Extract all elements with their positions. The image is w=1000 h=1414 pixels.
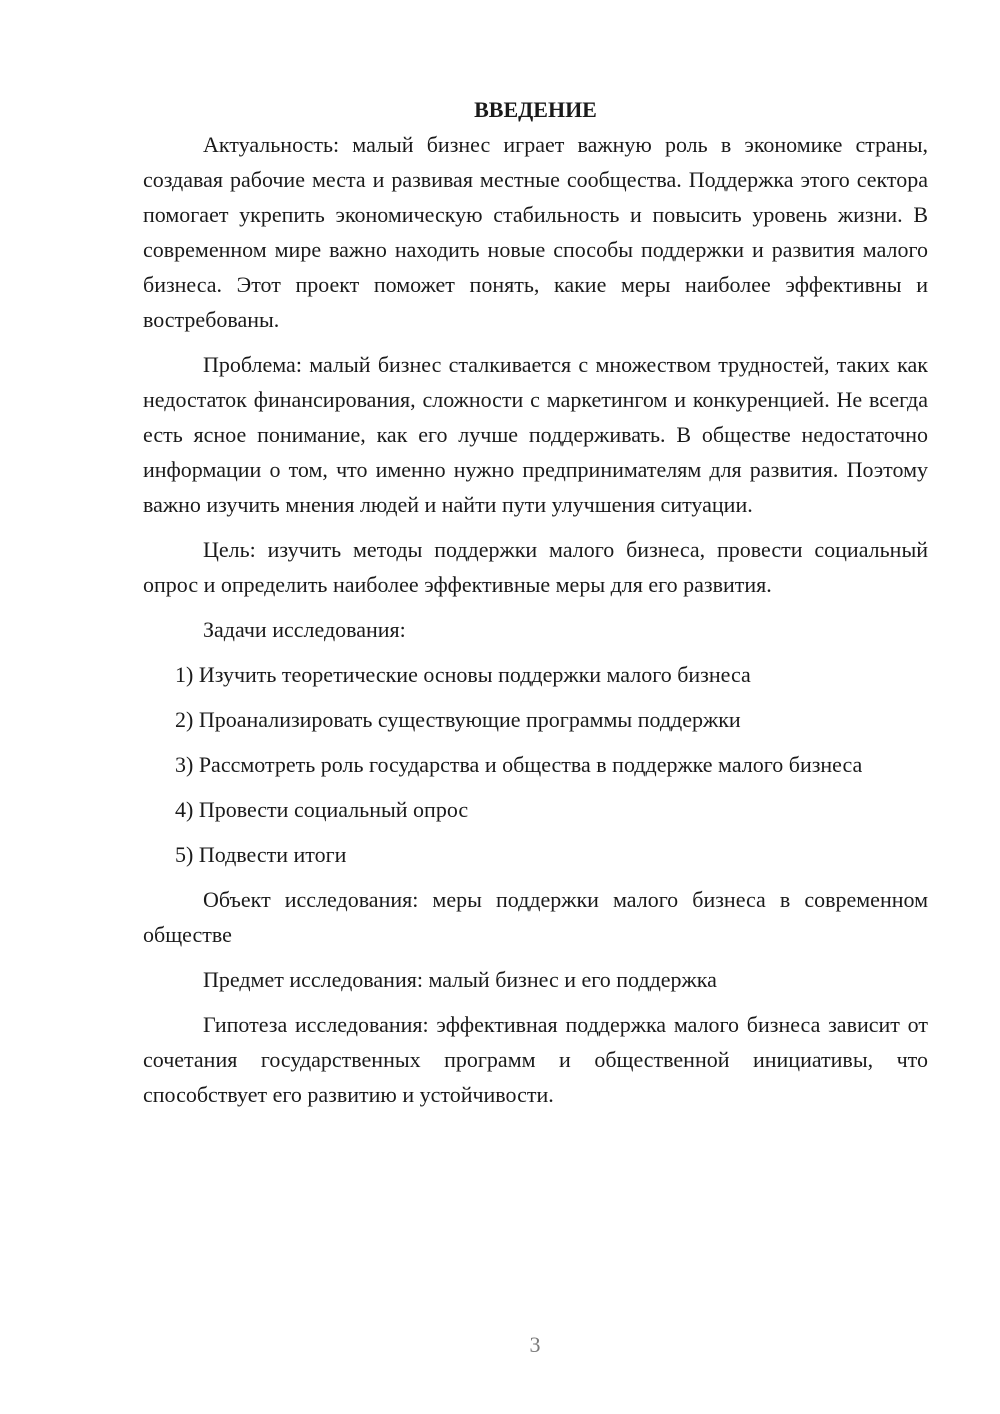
task-item: 1) Изучить теоретические основы поддержки малого бизнеса <box>175 662 751 687</box>
task-item: 2) Проанализировать существующие программы поддержки <box>175 707 741 732</box>
task-item: 4) Провести социальный опрос <box>175 797 469 822</box>
tasks-heading: Задачи исследования: <box>203 617 406 642</box>
section-title: ВВЕДЕНИЕ <box>474 97 597 122</box>
problem-paragraph: Проблема: малый бизнес сталкивается с множеством трудностей, таких как недостаток финансирования, сложности с маркетингом и конкуренцией. Не всегда есть ясное понимание, как его лучше поддерживать. В обществе недостаточно информации о том, что именно нужно предпринимателям для развития. Поэтому важно изучить мнения людей и найти пути улучшения ситуации. <box>143 352 928 517</box>
document-page <box>143 92 928 1112</box>
task-item: 5) Подвести итоги <box>175 842 347 867</box>
tasks-list <box>143 657 928 872</box>
hypothesis-paragraph: Гипотеза исследования: эффективная поддержка малого бизнеса зависит от сочетания государственных программ и общественной инициативы, что способствует его развитию и устойчивости. <box>143 1012 928 1107</box>
relevance-paragraph: Актуальность: малый бизнес играет важную роль в экономике страны, создавая рабочие места и развивая местные сообщества. Поддержка этого сектора помогает укрепить экономическую стабильность и повысить уровень жизни. В современном мире важно находить новые способы поддержки и развития малого бизнеса. Этот проект поможет понять, какие меры наиболее эффективны и востребованы. <box>143 132 928 332</box>
subject-paragraph: Предмет исследования: малый бизнес и его поддержка <box>203 967 717 992</box>
object-paragraph: Объект исследования: меры поддержки малого бизнеса в современном обществе <box>143 887 928 947</box>
task-item: 3) Рассмотреть роль государства и общества в поддержке малого бизнеса <box>175 752 863 777</box>
page-number: 3 <box>529 1332 541 1357</box>
goal-paragraph: Цель: изучить методы поддержки малого бизнеса, провести социальный опрос и определить наиболее эффективные меры для его развития. <box>143 537 928 597</box>
